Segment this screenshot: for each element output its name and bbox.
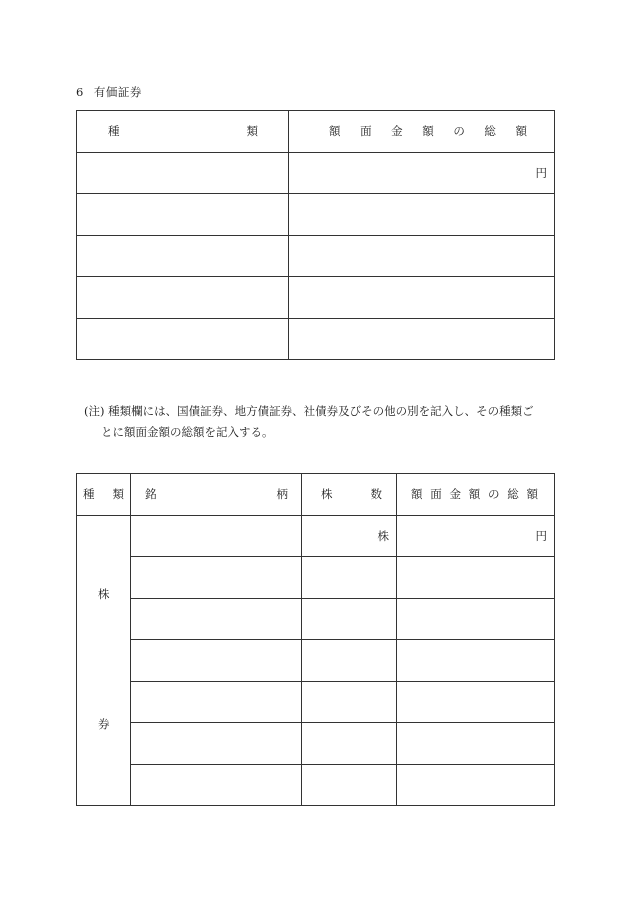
- table-row: [77, 681, 555, 723]
- section-heading: [76, 84, 142, 100]
- header-char: 金: [391, 124, 403, 139]
- table-row: [77, 152, 555, 194]
- kind-stock-cell: [77, 515, 131, 806]
- share-count-cell[interactable]: [302, 681, 397, 723]
- issue-name-cell[interactable]: [131, 557, 302, 599]
- header-char: 柄: [276, 487, 288, 502]
- securities-table: [76, 110, 555, 360]
- table-row: [77, 235, 555, 277]
- header-char: の: [453, 124, 465, 139]
- table-header-row: [77, 474, 555, 516]
- header-char: 額: [422, 124, 434, 139]
- section-title: 有価証券: [93, 85, 142, 99]
- share-count-cell[interactable]: [302, 723, 397, 765]
- amount-cell[interactable]: [397, 681, 555, 723]
- amount-cell[interactable]: [289, 152, 555, 194]
- share-count-cell[interactable]: [302, 640, 397, 682]
- header-char: 銘: [145, 487, 157, 502]
- stock-table: [76, 473, 555, 806]
- amount-cell[interactable]: [397, 640, 555, 682]
- issue-name-cell[interactable]: [131, 764, 302, 806]
- table-row: [77, 640, 555, 682]
- amount-cell[interactable]: [289, 235, 555, 277]
- section-number: 6: [76, 85, 84, 99]
- amount-cell[interactable]: [289, 277, 555, 319]
- issue-name-cell[interactable]: [131, 598, 302, 640]
- header-issue-name: [131, 474, 302, 516]
- table-row: [77, 318, 555, 360]
- header-type: [77, 111, 289, 153]
- header-char: 類: [112, 487, 124, 502]
- type-cell[interactable]: [77, 235, 289, 277]
- yen-unit: 円: [535, 165, 547, 180]
- share-count-cell[interactable]: [302, 515, 397, 557]
- table-header-row: [77, 111, 555, 153]
- yen-unit: 円: [535, 528, 547, 543]
- header-char: 種: [108, 124, 120, 139]
- type-cell[interactable]: [77, 277, 289, 319]
- share-count-cell[interactable]: [302, 764, 397, 806]
- type-cell[interactable]: [77, 194, 289, 236]
- header-total-face-value: [289, 111, 555, 153]
- table-row: [77, 194, 555, 236]
- header-char: 総: [484, 124, 496, 139]
- note: [84, 401, 564, 443]
- amount-cell[interactable]: [397, 723, 555, 765]
- header-kind: [77, 474, 131, 516]
- header-char: 数: [370, 487, 382, 502]
- header-char: 額: [468, 487, 481, 502]
- amount-cell[interactable]: [397, 598, 555, 640]
- header-char: 金: [449, 487, 461, 502]
- header-char: 株: [321, 487, 333, 502]
- amount-cell[interactable]: [289, 194, 555, 236]
- header-char: 種: [83, 487, 95, 502]
- header-char: 総: [507, 487, 519, 502]
- issue-name-cell[interactable]: [131, 515, 302, 557]
- header-char: 額: [526, 487, 538, 502]
- share-count-cell[interactable]: [302, 557, 397, 599]
- header-char: 面: [360, 124, 372, 139]
- amount-cell[interactable]: [397, 764, 555, 806]
- type-cell[interactable]: [77, 318, 289, 360]
- type-cell[interactable]: [77, 152, 289, 194]
- amount-cell[interactable]: [397, 557, 555, 599]
- issue-name-cell[interactable]: [131, 640, 302, 682]
- kind-char-lower: 券: [98, 716, 110, 731]
- header-share-count: [302, 474, 397, 516]
- issue-name-cell[interactable]: [131, 681, 302, 723]
- header-char: 額: [329, 124, 341, 139]
- header-char: の: [488, 487, 500, 502]
- kind-char-upper: 株: [98, 586, 110, 601]
- header-char: 類: [246, 124, 258, 139]
- table-row: [77, 723, 555, 765]
- table-row: [77, 764, 555, 806]
- note-line: (注) 種類欄には、国債証券、地方債証券、社債券及びその他の別を記入し、その種類ご: [84, 404, 534, 418]
- table-row: [77, 557, 555, 599]
- header-char: 額: [515, 124, 527, 139]
- header-char: 面: [430, 487, 442, 502]
- amount-cell[interactable]: [289, 318, 555, 360]
- table-row: [77, 515, 555, 557]
- table-row: [77, 277, 555, 319]
- table-row: [77, 598, 555, 640]
- header-total-face-value: [397, 474, 555, 516]
- amount-cell[interactable]: [397, 515, 555, 557]
- shares-unit: 株: [377, 528, 389, 543]
- share-count-cell[interactable]: [302, 598, 397, 640]
- issue-name-cell[interactable]: [131, 723, 302, 765]
- header-char: 額: [411, 487, 423, 502]
- note-line: とに額面金額の総額を記入する。: [101, 425, 274, 439]
